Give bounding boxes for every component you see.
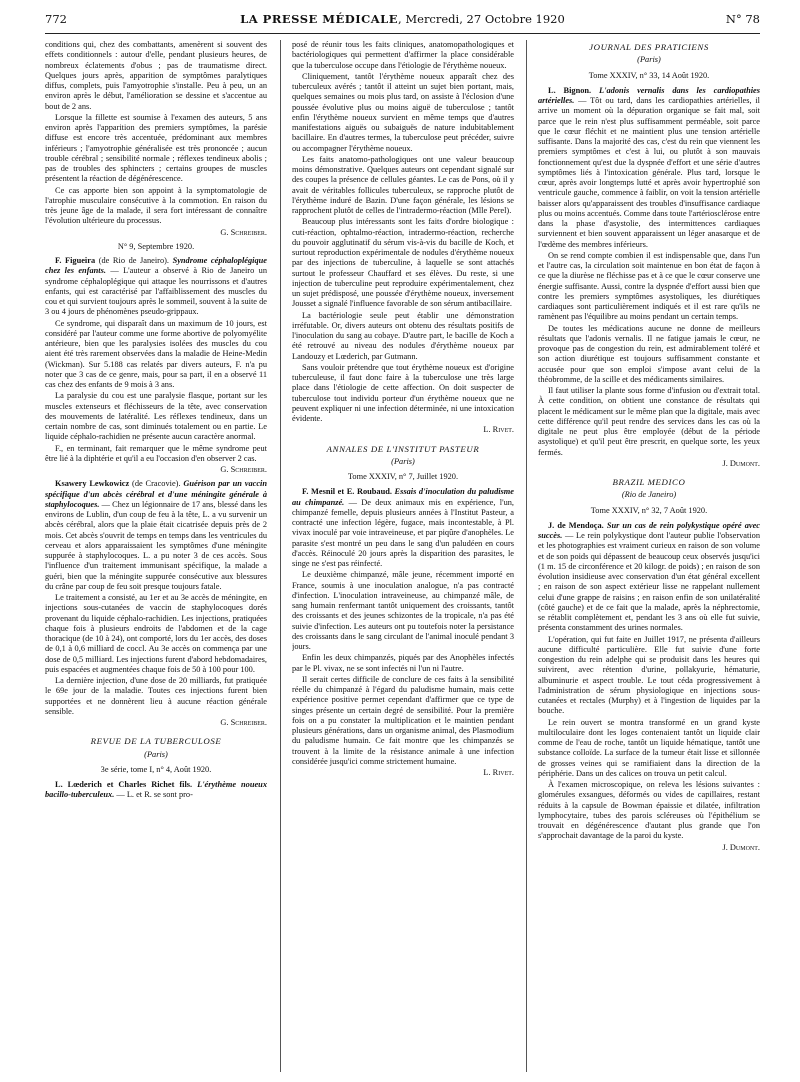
signature: L. Rivet. [483,768,514,777]
author-location: (de Cracovie). [129,479,184,489]
article-author: F. Mesnil et E. Roubaud. [302,487,392,497]
article-body: — De deux animaux mis en expérience, l'un, chimpanzé femelle, depuis plusieurs années à l'Institut Pasteur, a contracté une infection légère, fugace, mais incontestable, à Pl. vivax inoculé par voie intraveineuse, et par piqûre d'anophèles. Le parasite s'est montré un peu dans le sang d'un paludéen en cours d'accès. Réinoculé 20 jours après la disparition des parasites, le singe ne s'est pas réinfecté. [292,497,514,568]
paragraph: F., en terminant, fait remarquer que le même syndrome peut être lié à la diphtérie et qu'il a eu l'occasion d'en observer 2 cas. [45,443,267,463]
paragraph: Sans vouloir prétendre que tout érythème noueux est d'origine tuberculeuse, il faut donc faire à la tuberculose une très large place dans l'étiologie de cette affection. On doit suspecter de tuberculose tout individu porteur d'un érythème noueux que ne peuvent expliquer ni une infection déterminée, ni une intoxication évidente. [292,362,514,423]
column-middle [292,40,514,1072]
paragraph: Le deuxième chimpanzé, mâle jeune, récemment importé en France, soumis à une inoculation analogue, n'a pas contracté d'infection. L'inoculation intraveineuse, au chimpanzé mâle, de sang humain renfermant tantôt uniquement des croissants, tantôt des croissants et des jeunes schizontes de la tropicale, n'a pas été suivie d'infection. Les auteurs ont pu toutefois noter la persistance des croissants dans le sang circulant de l'animal inoculé pendant 3 jours. [292,570,514,651]
paragraph: La bactériologie seule peut établir une démonstration irréfutable. Or, divers auteurs ont obtenu des résultats positifs de l'inoculation du sang au cobaye. D'autre part, le bacille de Koch a été retrouvé au niveau des nodules d'érythème noueux par Landouzy et Lœderich, par Gutmann. [292,310,514,361]
journal-volume: Tome XXXIV, n° 7, Juillet 1920. [347,472,459,481]
journal-place: (Paris) [637,55,661,65]
paragraph: La dernière injection, d'une dose de 20 milliards, fut pratiquée le 69e jour de la maladie. Toutes ces injections furent bien supportées et ne donnèrent lieu à aucune réaction générale sensible. [45,676,267,716]
paragraph: À l'examen microscopique, on releva les lésions suivantes : glomérules exsangues, déformés ou vides de capillaires, restant réduits à la capsule de Bowman épaissie et dilatée, infiltration lymphocytaire, tubes des parois scléreuses où l'épithélium se trouvait en dégénérescence d'autant plus grande que l'on s'approchait davantage de la paroi du kyste. [538,780,760,841]
paragraph: posé de réunir tous les faits cliniques, anatomopathologiques et bactériologiques qui permettent d'affirmer la place considérable que la tuberculose occupe dans l'étiologie de l'érythème noueux. [292,40,514,70]
signature: J. Dumont. [722,458,760,468]
paragraph: Il faut utiliser la plante sous forme d'infusion ou d'extrait total. À cette condition, on obtient une constance de résultats qui placent le médicament sur le même plan que la digitale, mais avec cette différence qu'il peut rendre des services dans les cas où la digitale ne peut plus être employée (début de la période asystolique) et qu'il peut être prescrit, en quelque sorte, les yeux fermés. [538,386,760,457]
journal-section-title: BRAZIL MEDICO [612,477,686,487]
journal-volume: Tome XXXIV, n° 33, 14 Août 1920. [588,70,710,80]
article-abstract [292,487,514,569]
paragraph: Enfin les deux chimpanzés, piqués par des Anophèles infectés par le Pl. vivax, ne se sont infectés ni l'un ni l'autre. [292,653,514,673]
article-abstract [45,256,267,318]
article-body: — Le rein polykystique dont l'auteur publie l'observation et les photographies est vraiment curieux en raison de son volume et de son poids qui dépassent de beaucoup ceux observés jusqu'ici (1 m. 15 de circonférence et 20 kilogr. de poids) ; en raison de son évolution insidieuse avec conservation d'un état général excellent ; en raison de son aspect extérieur lisse ne rappelant nullement celui d'une grappe de raisins ; en raison enfin de son unilatéralité (côté gauche) et de ce fait que la malade, après la néphrectomie, se rétablit complètement et, pendant les 3 ans où elle fut suivie, présenta constamment des urines normales. [538,531,760,633]
paragraph: Ce cas apporte bien son appoint à la symptomatologie de l'atrophie musculaire consécutive à la commotion. En raison du très jeune âge de la malade, il sera fort intéressant de connaître l'évolution ultérieure du processus. [45,185,267,226]
journal-place: (Rio de Janeiro) [621,490,677,500]
article-author: J. de Mendoça. [548,520,604,530]
article-title: Sur un cas de rein polykystique opéré avec succès. [538,520,760,540]
paragraph: La paralysie du cou est une paralysie flasque, portant sur les muscles extenseurs et fléchisseurs de la tête, avec conservation des mouvements de latéralité. Les réflexes tendineux, dans un certain nombre de cas, sont diminués totalement ou en partie. Le liquide céphalo-rachidien ne présente aucun caractère anormal. [45,391,267,442]
article-abstract [538,521,760,634]
journal-section-title: ANNALES DE L'INSTITUT PASTEUR [326,443,480,454]
signature: G. Schreiber. [220,718,267,727]
article-abstract [45,780,267,801]
author-location: (de Rio de Janeiro). [95,256,173,265]
paragraph: Beaucoup plus intéressants sont les faits d'ordre biologique : cuti-réaction, ophtalmo-réaction, intradermo-réaction, recherche du pouvoir agglutinatif du sérum vis-à-vis du bacille de Koch, et surtout reproduction expérimentale de nodules d'érythème noueux par des injections de tuberculine, à laquelle se sont attachés surtout le professeur Chauffard et ses élèves. Du reste, si une injection de tuberculine peut reproduire expérimentalement, chez un sujet prédisposé, une poussée d'érythème noueux, inversement Jousset a signalé l'influence favorable de son sérum antibacillaire. [292,217,514,309]
article-author: L. Bignon. [548,85,592,95]
paragraph: Le traitement a consisté, au 1er et au 3e accès de méningite, en injections sous-cutanées de vaccin de staphylocoques dorés provenant du liquide céphalo-rachidien. Les injections, pratiquées chaque fois à plusieurs endroits de l'abdomen et de la cage thoracique (de 10 à 24), ont comporté, lors du 1er accès, des doses de 0,1 à 0,6 milliard de coccl. Au 3e accès on commença par une dose de 0,5 milliard. Les injections furent d'abord hebdomadaires, puis espacées et augmentées chaque fois de 50 à 100 pour 100. [45,593,267,674]
article-author: F. Figueira [55,256,96,265]
journal-place: (Paris) [391,456,415,466]
paragraph: conditions qui, chez des combattants, amenèrent si souvent des effets conditionnels : autour d'elle, pendant plusieurs heures, de nombreux éclatements d'obus ; pas de traumatisme direct. Quelques jours après, apparition de symptômes paralytiques diffus, complets, puis l'amyotrophie s'installe. Peu à peu, un an environ après le début, l'amélioration se dessine et s'accentue au bout de 2 ans. [45,40,267,111]
article-title: L'adonis vernalis dans les cardiopathies artérielles. [538,85,760,105]
signature: J. Dumont. [722,842,760,852]
column-right [538,40,760,1072]
column-separator [526,40,527,1072]
column-left [45,40,267,1072]
paragraph: Ce syndrome, qui disparaît dans un maximum de 10 jours, est considéré par l'auteur comme une forme abortive de polyomyélite antérieure, bien que les paralysies isolées des muscles du cou aient été très rarement observées dans la maladie de Heine-Medin (Wickman). Sur 5.188 cas relatés par divers auteurs, F. n'a pu noter que 3 cas de ce genre, mais, pour sa part, il en a observé 11 cas chez des enfants de 9 mois à 3 ans. [45,318,267,389]
article-body: — Tôt ou tard, dans les cardiopathies artérielles, il arrive un moment où la dépuration organique se fait mal, soit parce que le rein n'est plus suffisamment perméable, soit parce que le cœur fléchit et ne maintient plus une tension artérielle suffisante. Dans la majorité des cas, c'est du rein que viennent les premiers symptômes et c'est à lui, ou plutôt à son mauvais fonctionnement qu'est due la dyspnée d'effort et une série d'autres symptômes liés à l'intoxication générale. Plus tard, lorsque le cœur, après avoir longtemps lutté et après avoir hypertrophié son ventricule gauche, commence à faiblir, on voit la tension artérielle baisser alors qu'apparaissent des troubles d'insuffisance cardiaque plus ou moins accentués. Comme dans toute l'artériosclérose entre dans la phase d'asystolie, des intermittences cardiaques surviennent et bien souvent apparaissent un léger anasarque et de l'œdème des membres inférieurs. [538,96,760,249]
journal-volume: 3e série, tome I, n° 4, Août 1920. [100,764,212,774]
journal-section-title: JOURNAL DES PRATICIENS [589,42,709,52]
paragraph: L'opération, qui fut faite en Juillet 1917, ne présenta d'ailleurs aucune difficulté particulière. Elle fut suivie d'une forte congestion du rein adelphe qui se produisit dans les heures qui suivirent, avec rétention d'urine, pollakyurie, hématurie, albuminurie et aspect trouble. Le tout céda progressivement à l'administration de sérum physiologique en injections sous-cutanées et rectales (Murphy) et à l'ingestion de liquides par la bouche. [538,634,760,716]
signature: G. Schreiber. [220,227,267,237]
article-author: Ksawery Lewkowicz [55,479,130,489]
paragraph: Le rein ouvert se montra transformé en un grand kyste multiloculaire dont les loges contenaient tantôt un liquide clair comme de l'eau de roche, tantôt un liquide hématique, tantôt une substance colloïde. La surface de la tumeur était lisse et sillonnée de grosses veines qui se ramifiaient dans la direction de la périphérie. Dans un des calices on trouva un petit calcul. [538,717,760,778]
signature: L. Rivet. [483,425,514,435]
journal-section-title: REVUE DE LA TUBERCULOSE [90,736,222,747]
article-abstract [538,86,760,250]
journal-title [45,12,760,26]
page-number: 772 [45,12,67,26]
running-header [45,9,760,31]
issue-number: N° 78 [725,12,760,26]
journal-volume: Tome XXXIV, n° 32, 7 Août 1920. [590,505,708,515]
article-author: L. Lœderich et Charles Richet fils. [55,780,193,789]
issue-date: , Mercredi, 27 Octobre 1920 [398,12,565,26]
paragraph: Les faits anatomo-pathologiques ont une valeur beaucoup moins démonstrative. Quelques auteurs ont cependant signalé sur des coupes la présence de cellules géantes. Le cas de Pons, où il y avait de véritables follicules tuberculeux, se rapproche plutôt de l'érythème induré de Bazin. D'une façon générale, les lésions se rapprochent plutôt de celles de l'intradermo-réaction (Mlle Perel). [292,154,514,215]
article-title: Essais d'inoculation du paludisme au chimpanzé. [292,487,514,507]
paragraph: Lorsque la fillette est soumise à l'examen des auteurs, 5 ans environ après l'apparition des premiers symptômes, la parésie diffuse est encore très accentuée, prédominant aux membres inférieurs ; l'amyotrophie généralisée est très prononcée ; aucun trouble cérébral ; sensibilité normale ; réflexes tendineux abolis ; pas de troubles des sphincters ; certains groupes de muscles présentent la réaction de dégénérescence. [45,112,267,184]
paragraph: Il serait certes difficile de conclure de ces faits à la sensibilité réelle du chimpanzé à l'égard du paludisme humain, mais cette expérience positive permet cependant d'affirmer que ce type de singes présente un certain degré de sensibilité. Pour la première fois on a pu constater la multiplication et le maintien pendant plusieurs générations, dans un organisme animal, des Plasmodium du paludisme humain. Ce fait montre que les chimpanzés se trouvent à la limite de la résistance animale à une infection considérée jusqu'ici comme strictement humaine. [292,674,514,766]
paragraph: Cliniquement, tantôt l'érythème noueux apparaît chez des tuberculeux avérés ; tantôt il atteint un sujet bien portant, mais, quelques semaines ou mois plus tard, on assiste à l'éclosion d'une poussée évolutive plus ou moins aiguë de tuberculose ; tantôt enfin l'érythème noueux survient en même temps que d'autres manifestations aiguës ou subaiguës de nature indubitablement bacillaire. En d'autres termes, la tuberculose peut précéder, suivre ou accompagner l'érythème noueux. [292,71,514,153]
article-title: L'érythème noueux bacillo-tuberculeux. [45,780,267,800]
journal-place: (Paris) [144,749,168,759]
column-separator [280,40,281,1072]
article-title: Guérison par un vaccin spécifique d'un abcès cérébral et d'une méningite générale à staphylocoques. [45,479,267,509]
article-title: Syndrome céphaloplégique chez les enfants. [45,256,267,276]
journal-name: LA PRESSE MÉDICALE [240,12,399,26]
paragraph: On se rend compte combien il est indispensable que, dans l'un et l'autre cas, la circulation soit maintenue en bon état de façon à ce que la diurèse ne fléchisse pas et à ce que le cœur conserve une énergie suffisante. Aussi, contre la dyspnée d'effort aussi bien que contre les premiers symptômes asystoliques, les diurétiques cardiaques sont particulièrement indiqués et il est rare qu'ils ne ramènent pas l'équilibre au moins pendant un certain temps. [538,250,760,322]
article-body: — L'auteur a observé à Rio de Janeiro un syndrome céphaloplégique qui attaque les nourrissons et d'autres enfants, qui est caractérisé par l'affaiblissement des muscles du cou et qui survient toujours après le sommeil, souvent à la suite de 3 ou 4 jours de phénomènes pseudo-grippaux. [45,266,267,317]
article-body: — Chez un légionnaire de 17 ans, blessé dans les environs de Lublin, d'un coup de feu à la tête, L. a vu survenir un abcès cérébral, alors que la plaie était cicatrisée depuis près de 2 mois. Cet abcès s'ouvrit de temps en temps dans les ventricules du cerveau et alors apparaissaient les symptômes d'une méningite suppurée à staphylocoques. L. a pu noter 3 de ces accès. Sous l'influence d'un traitement immunisant spécifique, la malade a guéri, bien que la méningite suppurée consécutive aux blessures du crâne par coup de feu soit presque toujours fatale. [45,499,267,591]
paragraph: De toutes les médications aucune ne donne de meilleurs résultats que l'adonis vernalis. Il ne fatigue jamais le cœur, ne provoque pas de congestion du rein, est admirablement toléré et son action diurétique est toujours suffisamment constante et accusée pour que son emploi s'impose avant celui de la théobromme, de la scille et des médicaments similaires. [538,323,760,384]
article-body: — L. et R. se sont pro- [114,790,193,800]
issue-reference: N° 9, Septembre 1920. [117,241,195,251]
header-rule [45,33,760,34]
article-abstract [45,479,267,592]
signature: G. Schreiber. [220,465,267,474]
